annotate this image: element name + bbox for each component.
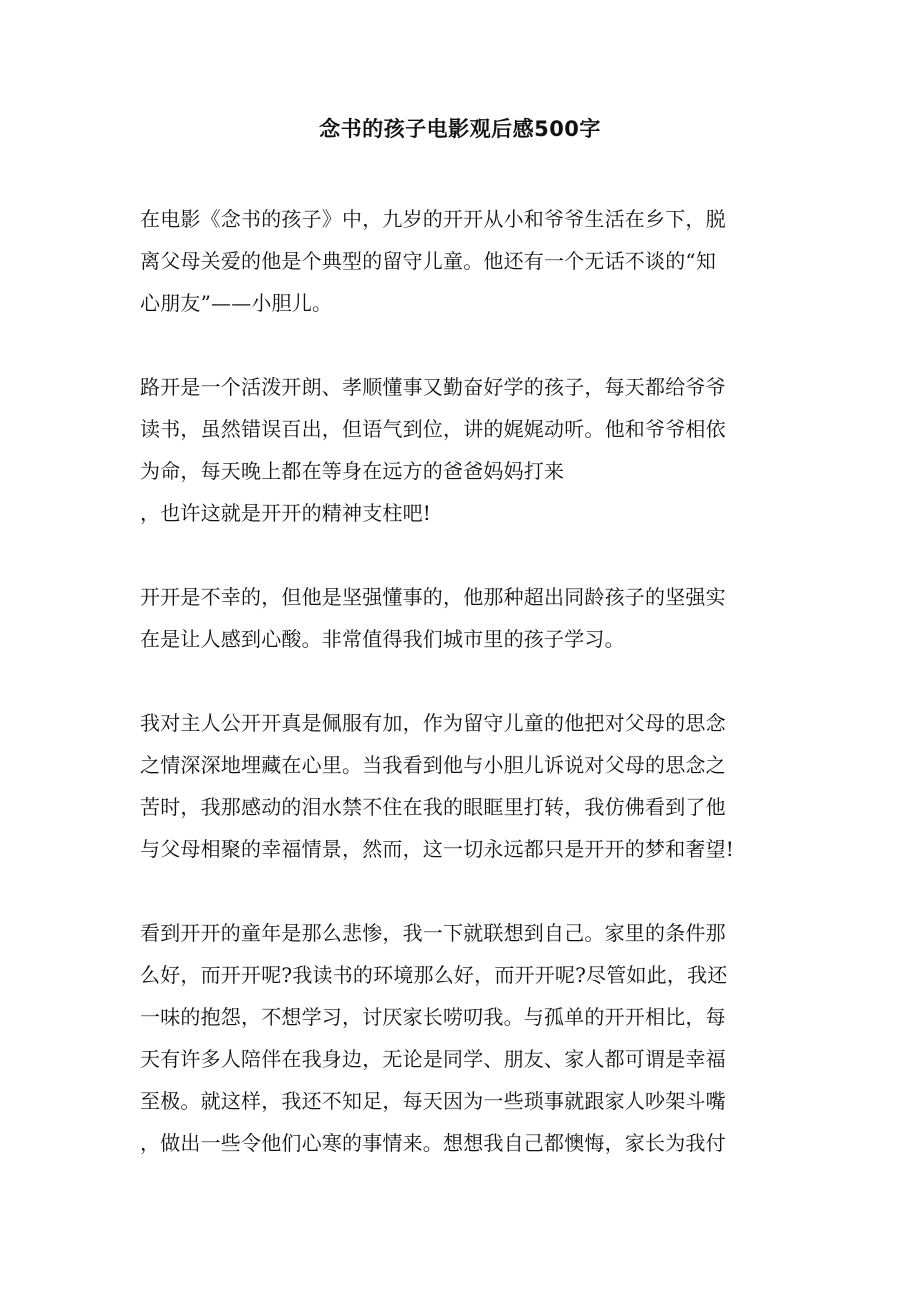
paragraph-line: ，也许这就是开开的精神支柱吧!	[140, 501, 432, 525]
paragraph-line: 看到开开的童年是那么悲惨，我一下就联想到自己。家里的条件那	[140, 921, 726, 945]
paragraph-line: 苦时，我那感动的泪水禁不住在我的眼眶里打转，我仿佛看到了他	[140, 795, 726, 819]
paragraph-3	[140, 576, 780, 660]
document-title: 念书的孩子电影观后感500字	[319, 117, 601, 141]
paragraph-line: 在电影《念书的孩子》中，九岁的开开从小和爷爷生活在乡下，脱	[140, 207, 726, 231]
paragraph-line: 心朋友”——小胆儿。	[140, 291, 333, 315]
paragraph-2	[140, 366, 780, 534]
paragraph-5	[140, 912, 780, 1164]
document-body	[140, 198, 780, 1206]
paragraph-line: 至极。就这样，我还不知足，每天因为一些琐事就跟家人吵架斗嘴	[140, 1089, 726, 1113]
paragraph-line: 么好，而开开呢?我读书的环境那么好，而开开呢?尽管如此，我还	[140, 963, 728, 987]
paragraph-line: 之情深深地埋藏在心里。当我看到他与小胆儿诉说对父母的思念之	[140, 753, 726, 777]
paragraph-line: 在是让人感到心酸。非常值得我们城市里的孩子学习。	[140, 627, 625, 651]
paragraph-line: 一味的抱怨，不想学习，讨厌家长唠叨我。与孤单的开开相比，每	[140, 1005, 726, 1029]
paragraph-line: 读书，虽然错误百出，但语气到位，讲的娓娓动听。他和爷爷相依	[140, 417, 726, 441]
paragraph-line: 离父母关爱的他是个典型的留守儿童。他还有一个无话不谈的“知	[140, 249, 717, 273]
paragraph-4	[140, 702, 780, 870]
paragraph-1	[140, 198, 780, 324]
paragraph-line: ，做出一些令他们心寒的事情来。想想我自己都懊悔，家长为我付	[140, 1131, 726, 1155]
paragraph-line: 为命，每天晚上都在等身在远方的爸爸妈妈打来	[140, 459, 565, 483]
paragraph-line: 开开是不幸的，但他是坚强懂事的，他那种超出同龄孩子的坚强实	[140, 585, 726, 609]
paragraph-line: 我对主人公开开真是佩服有加，作为留守儿童的他把对父母的思念	[140, 711, 726, 735]
paragraph-line: 路开是一个活泼开朗、孝顺懂事又勤奋好学的孩子，每天都给爷爷	[140, 375, 726, 399]
paragraph-line: 天有许多人陪伴在我身边，无论是同学、朋友、家人都可谓是幸福	[140, 1047, 726, 1071]
paragraph-line: 与父母相聚的幸福情景，然而，这一切永远都只是开开的梦和奢望!	[140, 837, 735, 861]
